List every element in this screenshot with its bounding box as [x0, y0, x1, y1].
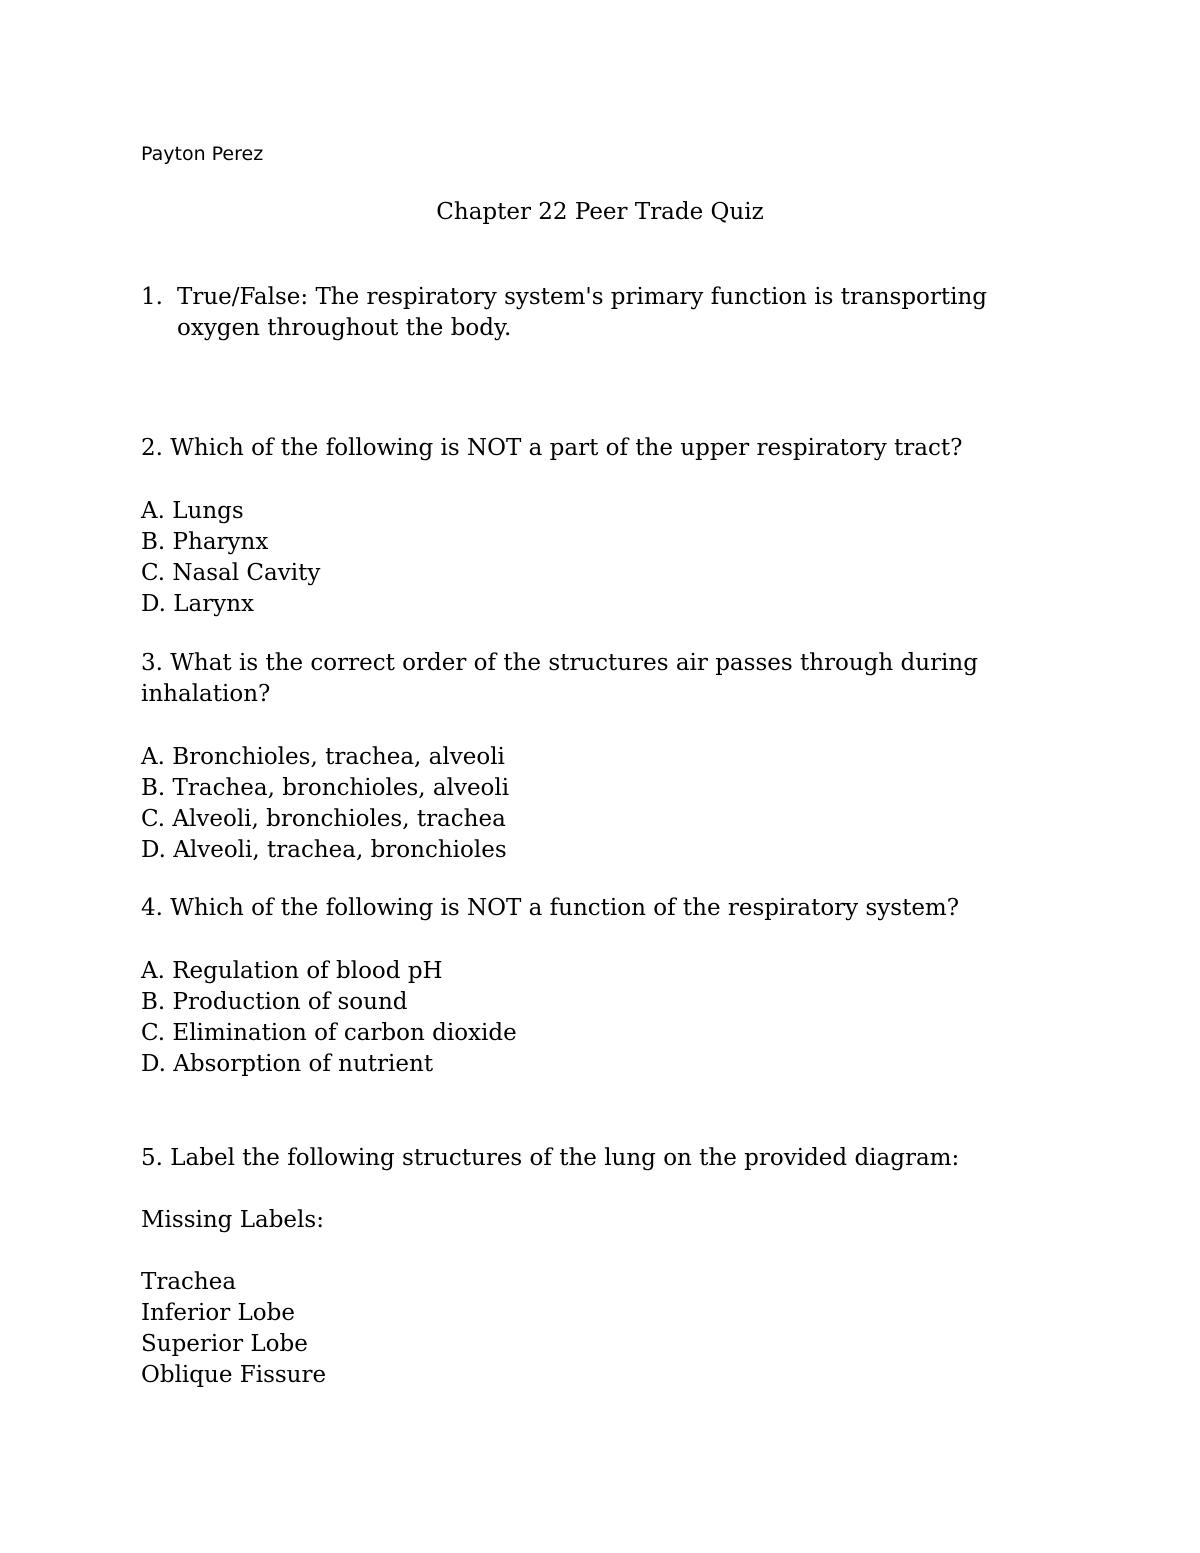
label-item: Trachea: [141, 1269, 237, 1295]
question-4-option-b: B. Production of sound: [141, 989, 408, 1015]
question-3-option-d: D. Alveoli, trachea, bronchioles: [141, 837, 507, 863]
question-4-option-a: A. Regulation of blood pH: [141, 958, 443, 984]
question-4-option-d: D. Absorption of nutrient: [141, 1051, 434, 1077]
missing-labels-heading: Missing Labels:: [141, 1207, 324, 1233]
question-4-text: 4. Which of the following is NOT a function of the respiratory system?: [141, 895, 960, 921]
label-item: Oblique Fissure: [141, 1362, 327, 1388]
question-2-option-c: C. Nasal Cavity: [141, 560, 321, 586]
question-5-text: 5. Label the following structures of the lung on the provided diagram:: [141, 1145, 960, 1171]
question-1-number: 1.: [141, 284, 163, 310]
question-4-option-c: C. Elimination of carbon dioxide: [141, 1020, 517, 1046]
label-item: Inferior Lobe: [141, 1300, 295, 1326]
question-1-text: True/False: The respiratory system's primary function is transporting oxygen throughout the body.: [177, 284, 988, 341]
question-2-option-a: A. Lungs: [141, 498, 244, 524]
question-2-text: 2. Which of the following is NOT a part of the upper respiratory tract?: [141, 435, 963, 461]
quiz-title: Chapter 22 Peer Trade Quiz: [436, 199, 764, 225]
question-3-option-b: B. Trachea, bronchioles, alveoli: [141, 775, 510, 801]
question-2-option-d: D. Larynx: [141, 591, 255, 617]
question-3-option-a: A. Bronchioles, trachea, alveoli: [141, 744, 505, 770]
label-item: Superior Lobe: [141, 1331, 308, 1357]
question-3-text-line2: inhalation?: [141, 681, 271, 707]
question-2-option-b: B. Pharynx: [141, 529, 269, 555]
question-3-option-c: C. Alveoli, bronchioles, trachea: [141, 806, 506, 832]
question-3-text-line1: 3. What is the correct order of the structures air passes through during: [141, 650, 978, 676]
author-name: Payton Perez: [141, 143, 264, 165]
